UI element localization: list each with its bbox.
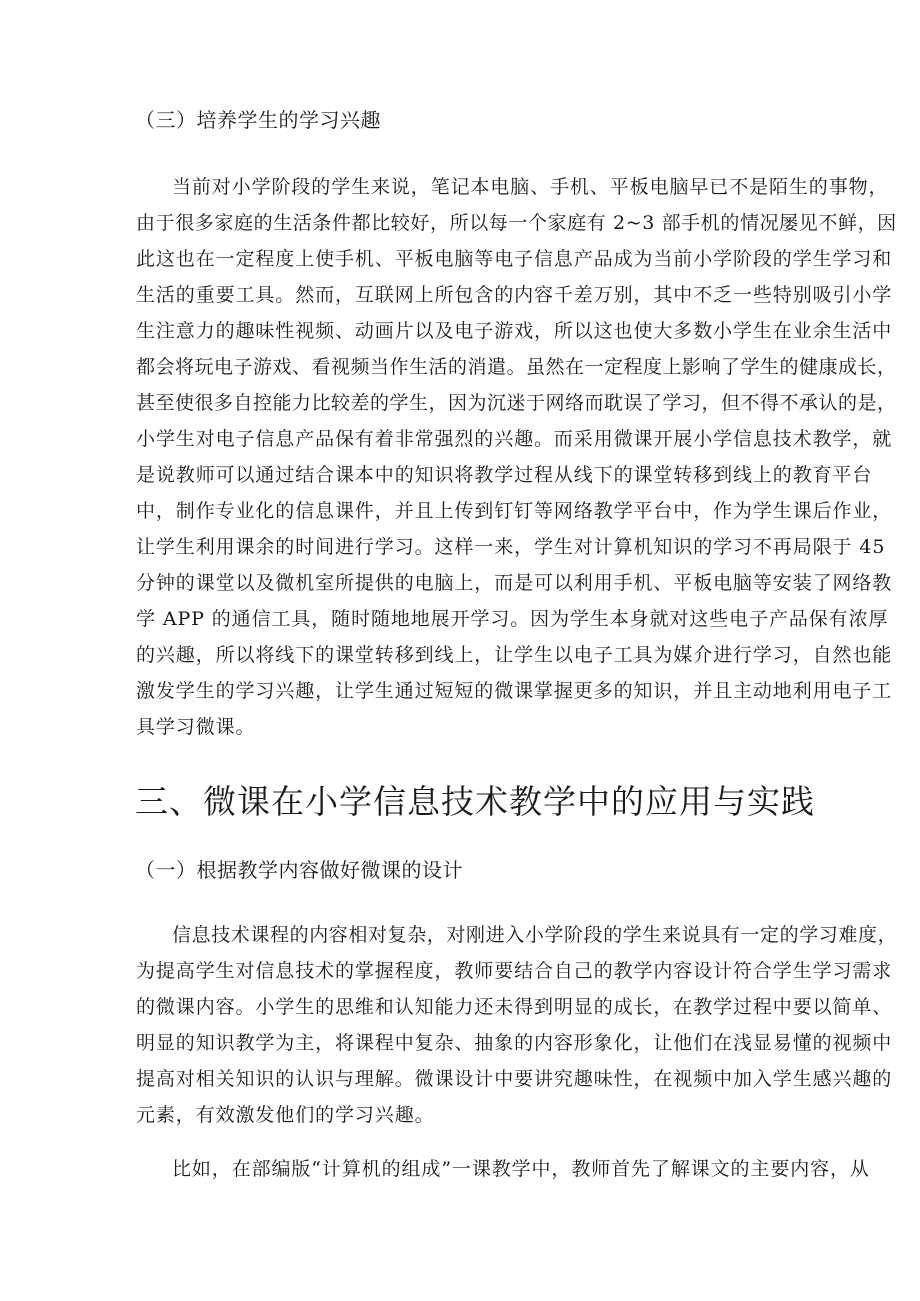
paragraph-line: 是说教师可以通过结合课本中的知识将教学过程从线下的课堂转移到线上的教育平台 <box>136 464 873 486</box>
paragraph-line: 中，制作专业化的信息课件，并且上传到钉钉等网络教学平台中，作为学生课后作业， <box>136 500 893 522</box>
paragraph-line: 都会将玩电子游戏、看视频当作生活的消遣。虽然在一定程度上影响了学生的健康成长， <box>136 356 897 378</box>
paragraph-line: 比如，在部编版“计算机的组成”一课教学中，教师首先了解课文的主要内容，从 <box>172 1158 870 1180</box>
section-heading-microlesson-design: （一）根据教学内容做好微课的设计 <box>135 858 463 882</box>
section-heading-cultivate-interest: （三）培养学生的学习兴趣 <box>135 108 381 132</box>
paragraph-line: 信息技术课程的内容相对复杂，对刚进入小学阶段的学生来说具有一定的学习难度， <box>172 924 898 946</box>
paragraph-line: 小学生对电子信息产品保有着非常强烈的兴趣。而采用微课开展小学信息技术教学，就 <box>136 428 893 450</box>
chapter-heading: 三、微课在小学信息技术教学中的应用与实践 <box>135 782 815 821</box>
paragraph-line: 的微课内容。小学生的思维和认知能力还未得到明显的成长，在教学过程中要以简单、 <box>136 996 893 1018</box>
paragraph-line: 分钟的课堂以及微机室所提供的电脑上，而是可以利用手机、平板电脑等安装了网络教 <box>136 572 893 594</box>
paragraph-line: 提高对相关知识的认识与理解。微课设计中要讲究趣味性，在视频中加入学生感兴趣的 <box>136 1068 893 1090</box>
paragraph-line: 具学习微课。 <box>136 716 256 738</box>
paragraph-line: 由于很多家庭的生活条件都比较好，所以每一个家庭有 2~3 部手机的情况屡见不鲜，因 <box>136 212 897 234</box>
paragraph-line: 生活的重要工具。然而，互联网上所包含的内容千差万别，其中不乏一些特别吸引小学 <box>136 284 893 306</box>
paragraph-line: 明显的知识教学为主，将课程中复杂、抽象的内容形象化，让他们在浅显易懂的视频中 <box>136 1032 893 1054</box>
paragraph-line: 甚至使很多自控能力比较差的学生，因为沉迷于网络而耽误了学习，但不得不承认的是， <box>136 392 897 414</box>
paragraph-line: 激发学生的学习兴趣，让学生通过短短的微课掌握更多的知识，并且主动地利用电子工 <box>136 680 893 702</box>
paragraph-line: 此这也在一定程度上使手机、平板电脑等电子信息产品成为当前小学阶段的学生学习和 <box>136 248 893 270</box>
paragraph-line: 为提高学生对信息技术的掌握程度，教师要结合自己的教学内容设计符合学生学习需求 <box>136 960 893 982</box>
paragraph-line: 学 APP 的通信工具，随时随地地展开学习。因为学生本身就对这些电子产品保有浓厚 <box>136 608 889 630</box>
paragraph-line: 生注意力的趣味性视频、动画片以及电子游戏，所以这也使大多数小学生在业余生活中 <box>136 320 893 342</box>
paragraph-line: 元素，有效激发他们的学习兴趣。 <box>136 1104 435 1126</box>
paragraph-line: 让学生利用课余的时间进行学习。这样一来，学生对计算机知识的学习不再局限于 45 <box>136 536 886 558</box>
paragraph-line: 的兴趣，所以将线下的课堂转移到线上，让学生以电子工具为媒介进行学习，自然也能 <box>136 644 893 666</box>
paragraph-line: 当前对小学阶段的学生来说，笔记本电脑、手机、平板电脑早已不是陌生的事物， <box>172 176 889 198</box>
